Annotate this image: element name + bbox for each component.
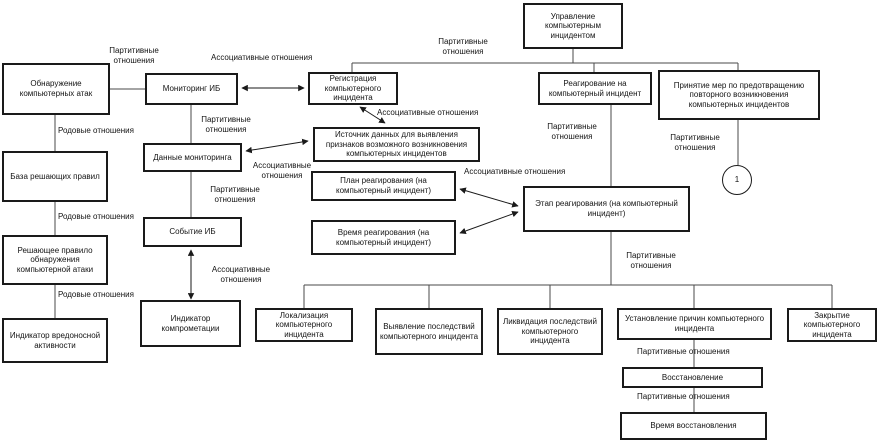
arrow-time-stage bbox=[460, 212, 518, 233]
node-attack-detection: Обнаружение компьютерных атак bbox=[2, 63, 110, 115]
relation-label-partitive: Партитивные отношения bbox=[210, 185, 260, 204]
node-recovery-time: Время восстановления bbox=[620, 412, 767, 440]
node-incident-management: Управление компьютерным инцидентом bbox=[523, 3, 623, 49]
node-incident-localization: Локализация компьютерного инцидента bbox=[255, 308, 353, 342]
node-cause-determination: Установление причин компьютерного инцидента bbox=[617, 308, 772, 340]
node-incident-registration: Регистрация компьютерного инцидента bbox=[308, 72, 398, 105]
relation-label-partitive: Партитивные отношения bbox=[109, 46, 159, 65]
node-offpage-connector-1: 1 bbox=[722, 165, 752, 195]
relation-label-partitive: Партитивные отношения bbox=[626, 251, 676, 270]
relation-label-partitive: Партитивные отношения bbox=[547, 122, 597, 141]
node-consequence-identification: Выявление последствий компьютерного инцидента bbox=[375, 308, 483, 355]
node-prevention-measures: Принятие мер по предотвращению повторного возникновения компьютерных инцидентов bbox=[658, 70, 820, 120]
node-security-event: Событие ИБ bbox=[143, 217, 242, 247]
relation-label-associative: Ассоциативные отношения bbox=[464, 167, 566, 176]
relation-label-generic: Родовые отношения bbox=[58, 126, 134, 135]
relation-label-associative: Ассоциативные отношения bbox=[377, 108, 479, 117]
node-recovery: Восстановление bbox=[622, 367, 763, 388]
relation-label-generic: Родовые отношения bbox=[58, 212, 134, 221]
node-data-source: Источник данных для выявления признаков возможного возникновения компьютерных инцидентов bbox=[313, 127, 480, 162]
node-incident-response: Реагирование на компьютерный инцидент bbox=[538, 72, 652, 105]
relation-label-partitive: Партитивные отношения bbox=[637, 392, 730, 401]
node-compromise-indicator: Индикатор компрометации bbox=[140, 300, 241, 347]
relation-label-associative: Ассоциативные отношения bbox=[211, 265, 271, 284]
arrow-plan-stage bbox=[460, 189, 518, 206]
relation-label-partitive: Партитивные отношения bbox=[670, 133, 720, 152]
relation-label-partitive: Партитивные отношения bbox=[201, 115, 251, 134]
relation-label-associative: Ассоциативные отношения bbox=[252, 161, 312, 180]
node-incident-closure: Закрытие компьютерного инцидента bbox=[787, 308, 877, 342]
relation-label-associative: Ассоциативные отношения bbox=[211, 53, 313, 62]
node-response-time: Время реагирования (на компьютерный инцидент) bbox=[311, 220, 456, 255]
node-decision-rule: Решающее правило обнаружения компьютерной атаки bbox=[2, 235, 108, 285]
node-decision-rules-base: База решающих правил bbox=[2, 151, 108, 202]
relation-label-partitive: Партитивные отношения bbox=[637, 347, 730, 356]
relation-label-generic: Родовые отношения bbox=[58, 290, 134, 299]
node-monitoring-data: Данные мониторинга bbox=[143, 143, 242, 172]
node-consequence-elimination: Ликвидация последствий компьютерного инцидента bbox=[497, 308, 603, 355]
node-response-stage: Этап реагирования (на компьютерный инцидент) bbox=[523, 186, 690, 232]
relation-label-partitive: Партитивные отношения bbox=[438, 37, 488, 56]
node-security-monitoring: Мониторинг ИБ bbox=[145, 73, 238, 105]
node-response-plan: План реагирования (на компьютерный инцидент) bbox=[311, 171, 456, 201]
arrow-data-source bbox=[246, 141, 308, 151]
node-malicious-activity-indicator: Индикатор вредоносной активности bbox=[2, 318, 108, 363]
